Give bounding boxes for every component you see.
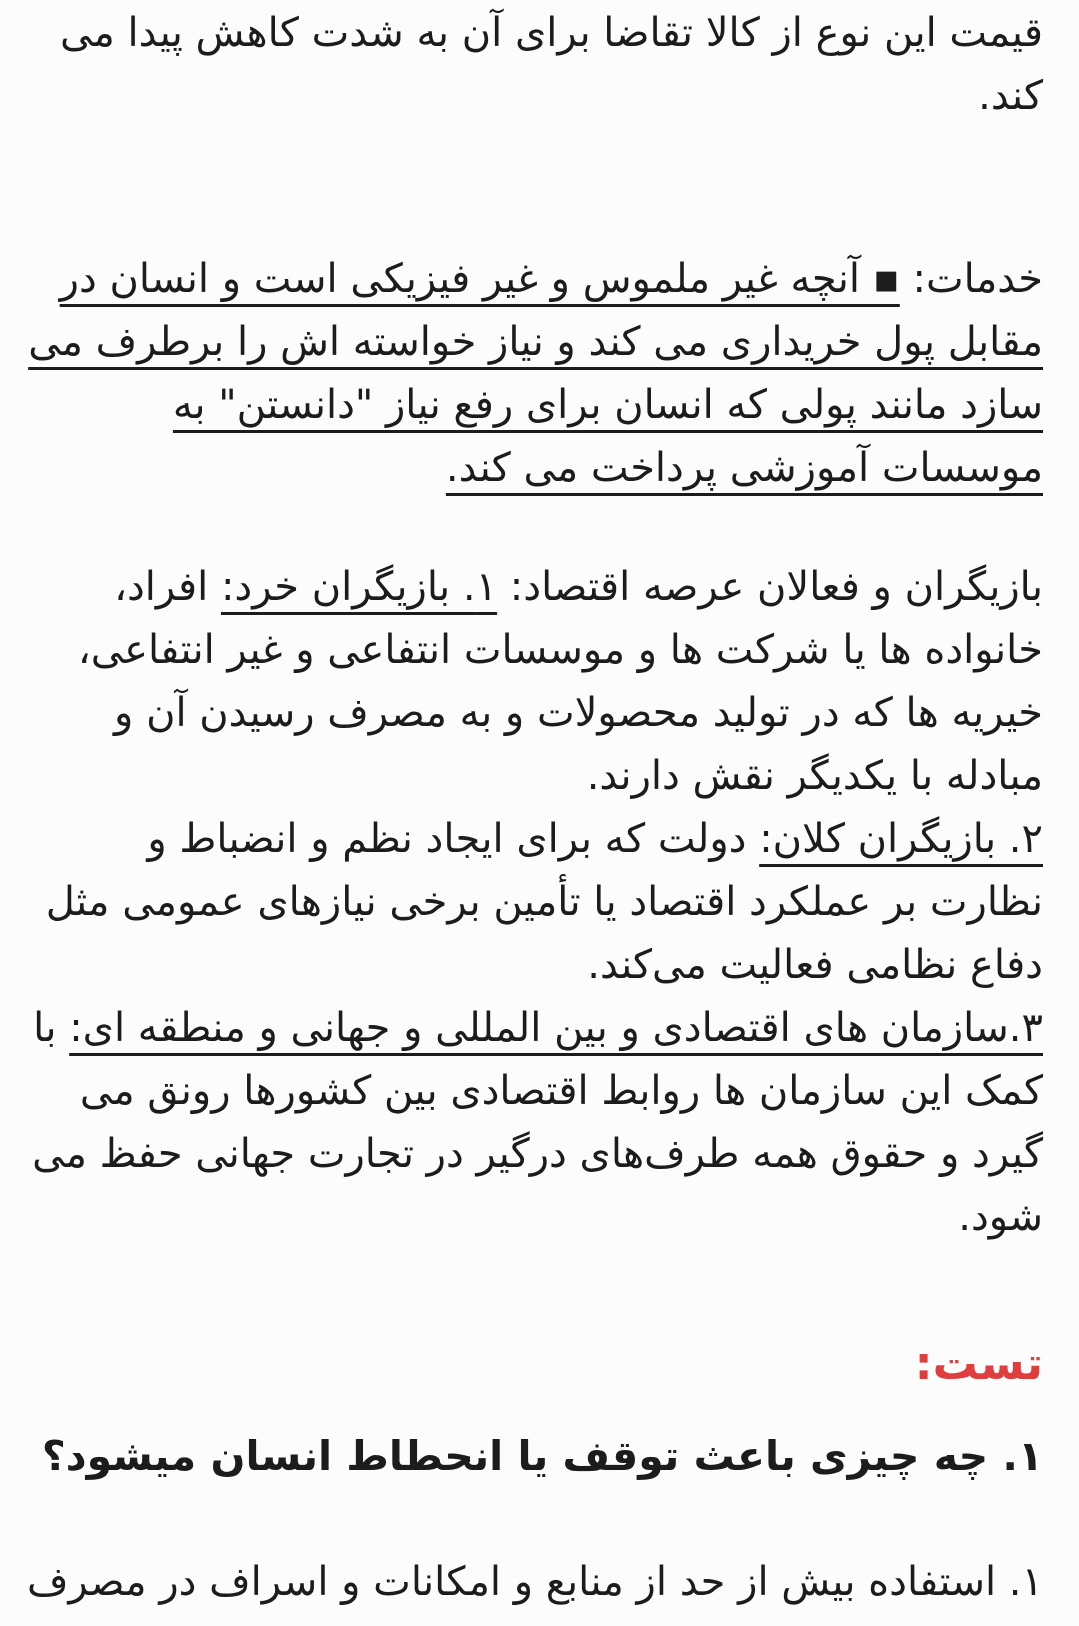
underlined-text-segment: ۳.سازمان های اقتصادی و بین المللی و جهانی و منطقه ای: bbox=[69, 1005, 1043, 1051]
underlined-text-segment: سازد مانند پولی که انسان برای رفع نیاز "دانستن" به bbox=[172, 382, 1043, 428]
underlined-text-segment: موسسات آموزشی پرداخت می کند. bbox=[445, 445, 1043, 491]
text-line bbox=[18, 65, 1043, 128]
text-segment: مبادله با یکدیگر نقش دارند. bbox=[586, 753, 1043, 799]
text-segment: کمک این سازمان ها روابط اقتصادی بین کشورها رونق می bbox=[79, 1068, 1043, 1114]
text-line bbox=[18, 1186, 1043, 1249]
text-segment: کند. bbox=[978, 73, 1043, 119]
paragraph-price-demand bbox=[18, 2, 1043, 128]
heading-test bbox=[18, 1333, 1043, 1395]
paragraph-services-definition bbox=[18, 248, 1043, 500]
text-segment: خدمات: bbox=[899, 256, 1043, 302]
text-line bbox=[18, 682, 1043, 745]
document bbox=[18, 2, 1043, 1614]
text-line bbox=[18, 619, 1043, 682]
paragraph-macro-players bbox=[18, 808, 1043, 997]
text-segment: نظارت بر عملکرد اقتصاد یا تأمین برخی نیازهای عمومی مثل bbox=[45, 879, 1043, 925]
text-segment: با bbox=[33, 1005, 70, 1051]
text-segment: دفاع نظامی فعالیت می‌کند. bbox=[587, 942, 1043, 988]
text-line bbox=[18, 437, 1043, 500]
text-segment: افراد، bbox=[114, 564, 221, 610]
text-segment: شود. bbox=[958, 1194, 1043, 1240]
text-segment: قیمت این نوع از کالا تقاضا برای آن به شدت کاهش پیدا می bbox=[60, 10, 1043, 56]
text-line bbox=[18, 745, 1043, 808]
text-line bbox=[18, 248, 1043, 311]
text-line bbox=[18, 311, 1043, 374]
text-line bbox=[18, 871, 1043, 934]
text-line bbox=[18, 1333, 1043, 1395]
text-segment: خانواده ها یا شرکت ها و موسسات انتفاعی و غیر انتفاعی، bbox=[77, 627, 1043, 673]
text-line bbox=[18, 374, 1043, 437]
text-line bbox=[18, 2, 1043, 65]
question-1 bbox=[18, 1425, 1043, 1487]
answer-1 bbox=[18, 1551, 1043, 1614]
underlined-text-segment: ۱. بازیگران خرد: bbox=[220, 564, 498, 610]
text-segment: ۱. استفاده بیش از حد از منابع و امکانات و اسراف در مصرف bbox=[26, 1559, 1043, 1605]
underlined-text-segment: ۲. بازیگران کلان: bbox=[759, 816, 1043, 862]
text-line bbox=[18, 1060, 1043, 1123]
text-segment: تست: bbox=[914, 1337, 1043, 1390]
paragraph-international-organizations bbox=[18, 997, 1043, 1249]
text-segment: خیریه ها که در تولید محصولات و به مصرف رسیدن آن و bbox=[114, 690, 1043, 736]
paragraph-micro-players bbox=[18, 556, 1043, 808]
underlined-text-segment: ▪ آنچه غیر ملموس و غیر فیزیکی است و انسان در bbox=[59, 256, 900, 302]
text-segment: گیرد و حقوق همه طرف‌های درگیر در تجارت جهانی حفظ می bbox=[32, 1131, 1043, 1177]
text-segment: بازیگران و فعالان عرصه اقتصاد: bbox=[497, 564, 1043, 610]
text-line bbox=[18, 1425, 1043, 1487]
underlined-text-segment: مقابل پول خریداری می کند و نیاز خواسته اش را برطرف می bbox=[28, 319, 1043, 365]
text-line bbox=[18, 556, 1043, 619]
text-line bbox=[18, 934, 1043, 997]
text-segment: دولت که برای ایجاد نظم و انضباط و bbox=[147, 816, 760, 862]
text-segment: ۱. چه چیزی باعث توقف یا انحطاط انسان میشود؟ bbox=[41, 1432, 1043, 1480]
text-line bbox=[18, 1123, 1043, 1186]
text-line bbox=[18, 808, 1043, 871]
text-line bbox=[18, 1551, 1043, 1614]
text-line bbox=[18, 997, 1043, 1060]
